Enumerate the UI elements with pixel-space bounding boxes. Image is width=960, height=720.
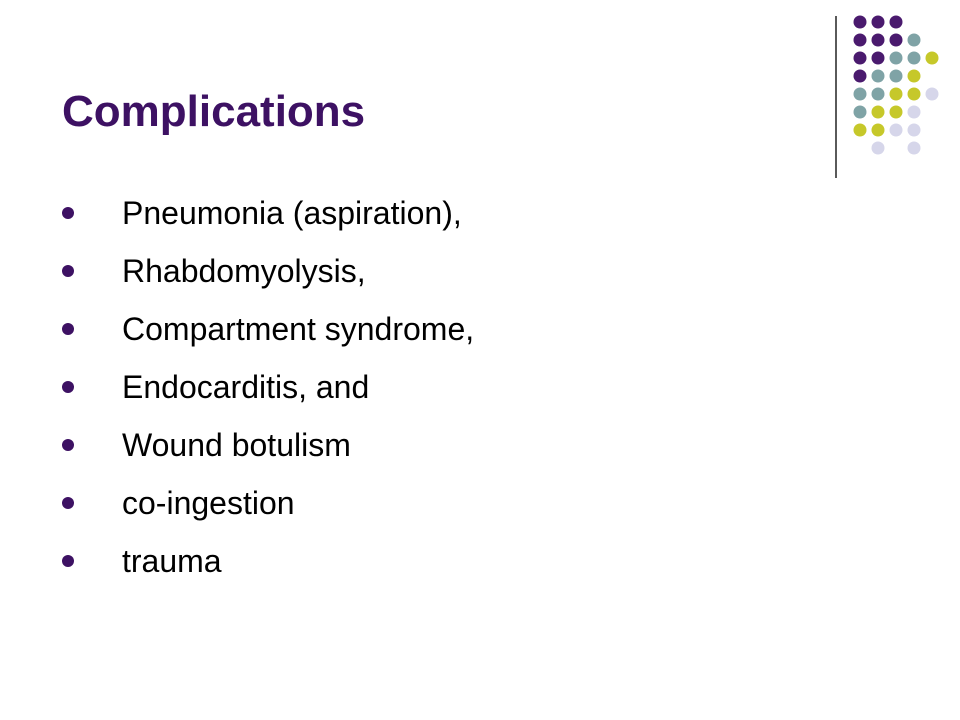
decor-dot [854, 70, 867, 83]
decor-dot [890, 106, 903, 119]
decor-dot [890, 70, 903, 83]
bullet-text: co-ingestion [122, 485, 295, 521]
decor-dot [908, 34, 921, 47]
decor-dot [908, 70, 921, 83]
bullet-text: Rhabdomyolysis, [122, 253, 366, 289]
bullet-text: Compartment syndrome, [122, 311, 475, 347]
decor-dot [854, 88, 867, 101]
decor-dot [890, 52, 903, 65]
decor-dot [908, 142, 921, 155]
decor-dot [890, 88, 903, 101]
decor-dot [890, 16, 903, 29]
decor-dot [872, 34, 885, 47]
decor-dot [908, 88, 921, 101]
bullet-text: Pneumonia (aspiration), [122, 195, 462, 231]
decor-dot [908, 52, 921, 65]
decor-dot [926, 52, 939, 65]
decor-dot [908, 124, 921, 137]
decor-dot [890, 34, 903, 47]
decor-dot [908, 106, 921, 119]
bullet-text: Endocarditis, and [122, 369, 370, 405]
decor-dot [872, 88, 885, 101]
decor-dot [854, 16, 867, 29]
decor-dot [854, 106, 867, 119]
slide-title: Complications [62, 87, 366, 136]
decor-dot [872, 16, 885, 29]
bullet-text: Wound botulism [122, 427, 351, 463]
decor-dot [872, 142, 885, 155]
decor-dot [854, 34, 867, 47]
decor-dot [872, 52, 885, 65]
decor-dot [854, 124, 867, 137]
decor-dot [926, 88, 939, 101]
bullet-text: trauma [122, 543, 222, 579]
decor-dot [872, 70, 885, 83]
decor-dot [872, 106, 885, 119]
decor-dot [890, 124, 903, 137]
decor-dot [872, 124, 885, 137]
decor-dot [854, 52, 867, 65]
